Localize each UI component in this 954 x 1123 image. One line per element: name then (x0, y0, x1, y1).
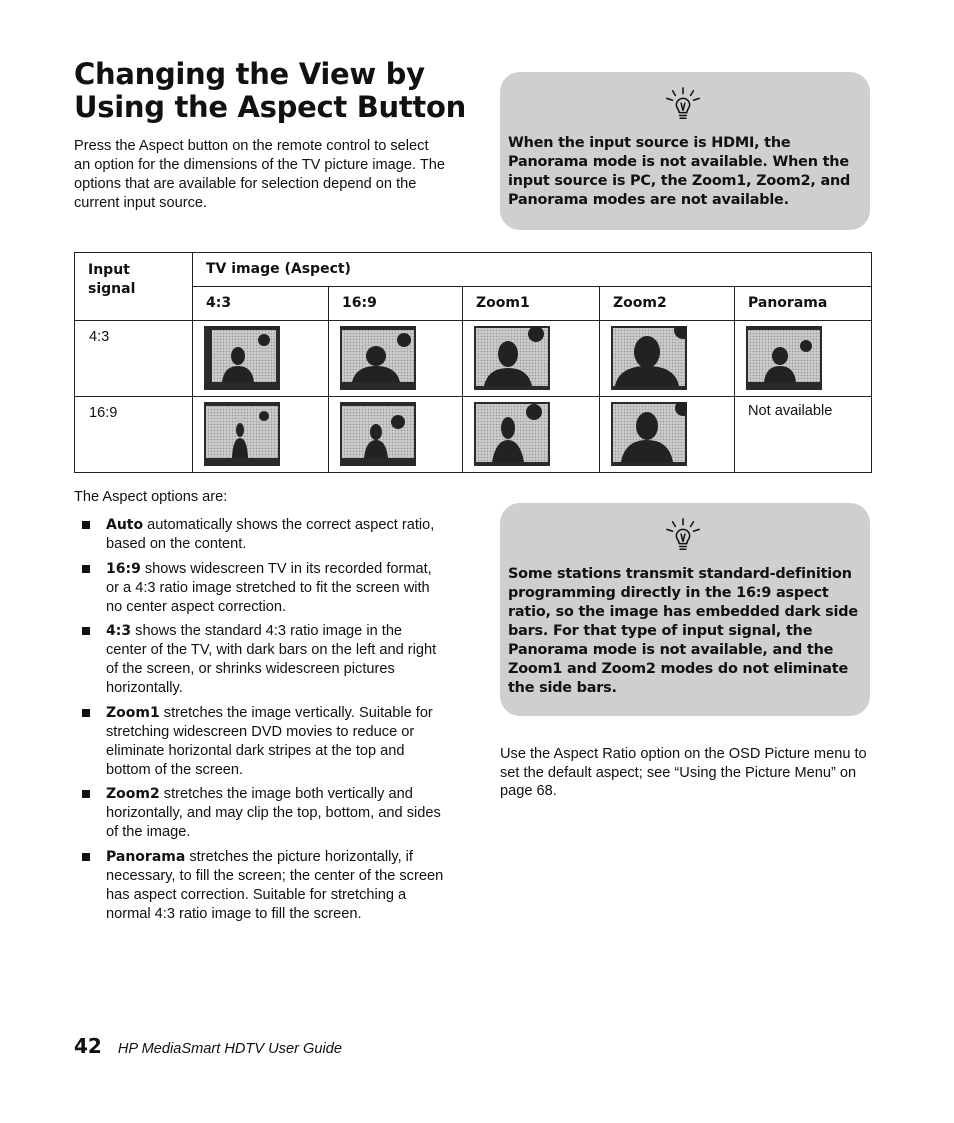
tv-image-16-9-on-zoom2 (611, 402, 687, 466)
tip-text: When the input source is HDMI, the Panorama mode is not available. When the input source is PC, the Zoom1, Zoom2, and Panorama modes are not available. (508, 135, 851, 208)
option-desc: stretches the image both vertically and horizontally, and may clip the top, bottom, and sides of the image. (106, 786, 441, 840)
list-item (74, 622, 446, 698)
tv-image-4-3-on-4-3 (204, 326, 280, 390)
table-cell (600, 397, 735, 473)
row-label: 4:3 (75, 321, 193, 397)
table-row (75, 321, 872, 397)
option-desc: shows widescreen TV in its recorded format, or a 4:3 ratio image stretched to fit the screen with no center aspect correction. (106, 560, 432, 615)
tv-image-4-3-on-panorama (746, 326, 822, 390)
header-input-signal: Input signal (75, 253, 193, 321)
lightbulb-icon (664, 86, 702, 124)
tip-box-side-bars (500, 503, 870, 716)
option-term: 4:3 (106, 623, 132, 639)
tip-box-hdmi (500, 72, 870, 230)
tv-image-4-3-on-16-9 (340, 326, 416, 390)
not-available-cell: Not available (735, 397, 872, 473)
table-cell (329, 321, 463, 397)
table-cell (463, 321, 600, 397)
tv-image-4-3-on-zoom2 (611, 326, 687, 390)
table-cell (193, 397, 329, 473)
header-tv-image: TV image (Aspect) (193, 253, 872, 287)
table-row (75, 397, 872, 473)
option-desc: automatically shows the correct aspect ratio, based on the content. (106, 517, 435, 552)
list-item (74, 848, 446, 924)
tip-text: Some stations transmit standard-definition programming directly in the 16:9 aspect ratio, so the image has embedded dark side bars. For that type of input signal, the Panorama mode is not available, and the Zoom1 and Zoom2 modes do not eliminate the side bars. (508, 566, 858, 696)
options-intro: The Aspect options are: (74, 489, 228, 505)
list-item (74, 560, 446, 617)
page-footer (74, 1034, 342, 1058)
guide-title: HP MediaSmart HDTV User Guide (117, 1041, 342, 1057)
table-cell (600, 321, 735, 397)
option-term: Zoom1 (106, 704, 160, 721)
bullet-icon (82, 521, 90, 529)
tv-image-16-9-on-4-3 (204, 402, 280, 466)
page-number: 42 (74, 1034, 102, 1058)
bullet-icon (82, 853, 90, 861)
page-title: Changing the View by Using the Aspect Button (74, 57, 466, 124)
header-col-4-3: 4:3 (193, 287, 329, 321)
list-item (74, 516, 446, 554)
table-cell (329, 397, 463, 473)
option-term: Zoom2 (106, 786, 160, 802)
bullet-icon (82, 709, 90, 717)
table-subheader-row (75, 287, 872, 321)
header-col-zoom2: Zoom2 (600, 287, 735, 321)
intro-paragraph: Press the Aspect button on the remote control to select an option for the dimensions of the TV picture image. The options that are available for selection depend on the current input source. (74, 138, 446, 211)
list-item (74, 785, 446, 842)
tv-image-4-3-on-zoom1 (474, 326, 550, 390)
tv-image-16-9-on-zoom1 (474, 402, 550, 466)
header-col-panorama: Panorama (735, 287, 872, 321)
option-desc: stretches the picture horizontally, if necessary, to fill the screen; the center of the screen has aspect correction. Suitable for stretching a normal 4:3 ratio image to fill the screen. (106, 848, 444, 922)
option-term: 16:9 (106, 560, 141, 577)
aspect-table (74, 252, 872, 473)
lightbulb-icon (664, 517, 702, 555)
table-cell (735, 321, 872, 397)
tv-image-16-9-on-16-9 (340, 402, 416, 466)
table-header-row (75, 253, 872, 287)
option-term: Panorama (106, 848, 186, 865)
aspect-options-list (74, 516, 446, 929)
option-desc: shows the standard 4:3 ratio image in the center of the TV, with dark bars on the left and right of the screen, or shrinks widescreen pictures horizontally. (106, 623, 437, 696)
option-term: Auto (106, 517, 144, 533)
row-label: 16:9 (75, 397, 193, 473)
table-cell (463, 397, 600, 473)
bullet-icon (82, 627, 90, 635)
table-cell (193, 321, 329, 397)
bullet-icon (82, 565, 90, 573)
header-col-zoom1: Zoom1 (463, 287, 600, 321)
list-item (74, 704, 446, 780)
option-desc: stretches the image vertically. Suitable for stretching widescreen DVD movies to reduce or eliminate horizontal dark stripes at the top and bottom of the screen. (106, 704, 433, 778)
header-col-16-9: 16:9 (329, 287, 463, 321)
aspect-ratio-note: Use the Aspect Ratio option on the OSD Picture menu to set the default aspect; see “Using the Picture Menu” on page 68. (500, 746, 867, 799)
bullet-icon (82, 790, 90, 798)
